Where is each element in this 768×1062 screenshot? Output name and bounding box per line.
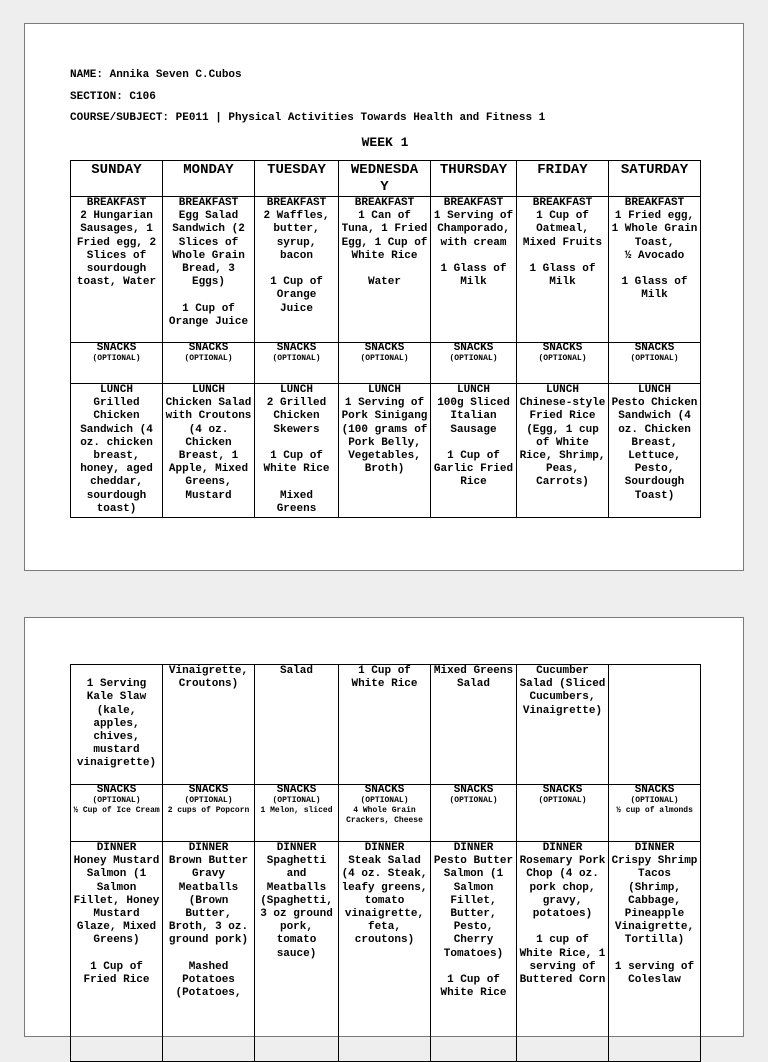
meal-plan-table-continued: [70, 664, 701, 1062]
meal-plan-table: [70, 160, 701, 518]
snack-item: ½ cup of almonds: [616, 806, 693, 815]
breakfast-cell-tuesday: BREAKFAST 2 Waffles, butter, syrup, bacon 1 Cup of Orange Juice: [255, 197, 339, 343]
lunch-cell-wednesday: LUNCH 1 Serving of Pork Sinigang (100 grams of Pork Belly, Vegetables, Broth): [339, 384, 431, 518]
day-header-saturday: SATURDAY: [609, 161, 701, 197]
day-header-monday: MONDAY: [163, 161, 255, 197]
snacks-label: SNACKS: [276, 342, 317, 354]
afternoon-snack-cell-saturday: [609, 785, 701, 842]
afternoon-snack-cell-friday: [517, 785, 609, 842]
morning-snacks-row: [71, 343, 701, 384]
dinner-cell-wednesday: DINNER Steak Salad (4 oz. Steak, leafy greens, tomato vinaigrette, feta, croutons): [339, 842, 431, 1062]
afternoon-snack-cell-wednesday: [339, 785, 431, 842]
morning-snack-cell: [163, 343, 255, 384]
document-page-1: [24, 23, 744, 571]
lunch-continued-row: [71, 665, 701, 785]
snacks-label: SNACKS: [634, 784, 675, 796]
lunch-row: [71, 384, 701, 518]
lunch-cell-thursday: LUNCH 100g Sliced Italian Sausage 1 Cup of Garlic Fried Rice: [431, 384, 517, 518]
breakfast-cell-thursday: BREAKFAST 1 Serving of Champorado, with cream 1 Glass of Milk: [431, 197, 517, 343]
breakfast-cell-saturday: BREAKFAST 1 Fried egg, 1 Whole Grain Toast, ½ Avocado 1 Glass of Milk: [609, 197, 701, 343]
lunch-continued-cell-thursday: Mixed Greens Salad: [431, 665, 517, 785]
morning-snack-cell: [431, 343, 517, 384]
day-header-tuesday: TUESDAY: [255, 161, 339, 197]
lunch-continued-cell-monday: Vinaigrette, Croutons): [163, 665, 255, 785]
lunch-continued-cell-saturday: [609, 665, 701, 785]
day-header-wednesday: WEDNESDA Y: [339, 161, 431, 197]
snacks-label: SNACKS: [364, 342, 405, 354]
snacks-label: SNACKS: [364, 784, 405, 796]
day-header-sunday: SUNDAY: [71, 161, 163, 197]
day-header-friday: FRIDAY: [517, 161, 609, 197]
course-subject: COURSE/SUBJECT: PE011 | Physical Activities Towards Health and Fitness 1: [70, 112, 546, 124]
optional-label: (OPTIONAL): [184, 796, 233, 805]
dinner-cell-saturday: DINNER Crispy Shrimp Tacos (Shrimp, Cabbage, Pineapple Vinaigrette, Tortilla) 1 serving of Coleslaw: [609, 842, 701, 1062]
optional-label: (OPTIONAL): [449, 796, 498, 805]
optional-label: (OPTIONAL): [272, 796, 321, 805]
optional-label: (OPTIONAL): [184, 354, 233, 363]
breakfast-row: [71, 197, 701, 343]
snacks-label: SNACKS: [542, 784, 583, 796]
morning-snack-cell: [517, 343, 609, 384]
day-header-row: [71, 161, 701, 197]
snack-item: 2 cups of Popcorn: [167, 806, 250, 815]
student-section: SECTION: C106: [70, 91, 156, 103]
lunch-cell-monday: LUNCH Chicken Salad with Croutons (4 oz. Chicken Breast, 1 Apple, Mixed Greens, Mustard: [163, 384, 255, 518]
student-name: NAME: Annika Seven C.Cubos: [70, 69, 242, 81]
snacks-label: SNACKS: [276, 784, 317, 796]
week-title: WEEK 1: [361, 135, 409, 150]
snacks-label: SNACKS: [542, 342, 583, 354]
optional-label: (OPTIONAL): [538, 796, 587, 805]
snacks-label: SNACKS: [453, 784, 494, 796]
lunch-continued-cell-friday: Cucumber Salad (Sliced Cucumbers, Vinaigrette): [517, 665, 609, 785]
dinner-row: [71, 842, 701, 1062]
lunch-cell-tuesday: LUNCH 2 Grilled Chicken Skewers 1 Cup of White Rice Mixed Greens: [255, 384, 339, 518]
lunch-continued-cell-wednesday: 1 Cup of White Rice: [339, 665, 431, 785]
optional-label: (OPTIONAL): [360, 354, 409, 363]
morning-snack-cell: [339, 343, 431, 384]
snack-item: 4 Whole Grain Crackers, Cheese: [346, 806, 423, 825]
day-header-thursday: THURSDAY: [431, 161, 517, 197]
optional-label: (OPTIONAL): [360, 796, 409, 805]
lunch-cell-saturday: LUNCH Pesto Chicken Sandwich (4 oz. Chicken Breast, Lettuce, Pesto, Sourdough Toast): [609, 384, 701, 518]
dinner-cell-tuesday: DINNER Spaghetti and Meatballs (Spaghetti, 3 oz ground pork, tomato sauce): [255, 842, 339, 1062]
dinner-cell-sunday: DINNER Honey Mustard Salmon (1 Salmon Fillet, Honey Mustard Glaze, Mixed Greens) 1 Cup of Fried Rice: [71, 842, 163, 1062]
optional-label: (OPTIONAL): [449, 354, 498, 363]
dinner-cell-monday: DINNER Brown Butter Gravy Meatballs (Brown Butter, Broth, 3 oz. ground pork) Mashed Potatoes (Potatoes,: [163, 842, 255, 1062]
afternoon-snack-cell-sunday: [71, 785, 163, 842]
breakfast-cell-sunday: BREAKFAST 2 Hungarian Sausages, 1 Fried egg, 2 Slices of sourdough toast, Water: [71, 197, 163, 343]
afternoon-snack-cell-monday: [163, 785, 255, 842]
breakfast-cell-monday: BREAKFAST Egg Salad Sandwich (2 Slices of Whole Grain Bread, 3 Eggs) 1 Cup of Orange Juice: [163, 197, 255, 343]
afternoon-snack-cell-thursday: [431, 785, 517, 842]
breakfast-cell-wednesday: BREAKFAST 1 Can of Tuna, 1 Fried Egg, 1 Cup of White Rice Water: [339, 197, 431, 343]
snacks-label: SNACKS: [188, 342, 229, 354]
optional-label: (OPTIONAL): [630, 354, 679, 363]
snacks-label: SNACKS: [453, 342, 494, 354]
optional-label: (OPTIONAL): [92, 796, 141, 805]
snacks-label: SNACKS: [96, 784, 137, 796]
snacks-label: SNACKS: [96, 342, 137, 354]
afternoon-snacks-row: [71, 785, 701, 842]
lunch-continued-cell-tuesday: Salad: [255, 665, 339, 785]
morning-snack-cell: [255, 343, 339, 384]
optional-label: (OPTIONAL): [92, 354, 141, 363]
breakfast-cell-friday: BREAKFAST 1 Cup of Oatmeal, Mixed Fruits 1 Glass of Milk: [517, 197, 609, 343]
dinner-cell-friday: DINNER Rosemary Pork Chop (4 oz. pork chop, gravy, potatoes) 1 cup of White Rice, 1 serving of Buttered Corn: [517, 842, 609, 1062]
lunch-cell-sunday: LUNCH Grilled Chicken Sandwich (4 oz. chicken breast, honey, aged cheddar, sourdough toast): [71, 384, 163, 518]
lunch-cell-friday: LUNCH Chinese-style Fried Rice (Egg, 1 cup of White Rice, Shrimp, Peas, Carrots): [517, 384, 609, 518]
lunch-continued-cell-sunday: 1 Serving Kale Slaw (kale, apples, chives, mustard vinaigrette): [71, 665, 163, 785]
snack-item: ½ Cup of Ice Cream: [73, 806, 160, 815]
morning-snack-cell: [71, 343, 163, 384]
morning-snack-cell: [609, 343, 701, 384]
snacks-label: SNACKS: [188, 784, 229, 796]
snack-item: 1 Melon, sliced: [260, 806, 333, 815]
optional-label: (OPTIONAL): [272, 354, 321, 363]
dinner-cell-thursday: DINNER Pesto Butter Salmon (1 Salmon Fillet, Butter, Pesto, Cherry Tomatoes) 1 Cup of White Rice: [431, 842, 517, 1062]
optional-label: (OPTIONAL): [538, 354, 587, 363]
document-page-2: [24, 617, 744, 1037]
afternoon-snack-cell-tuesday: [255, 785, 339, 842]
snacks-label: SNACKS: [634, 342, 675, 354]
optional-label: (OPTIONAL): [630, 796, 679, 805]
